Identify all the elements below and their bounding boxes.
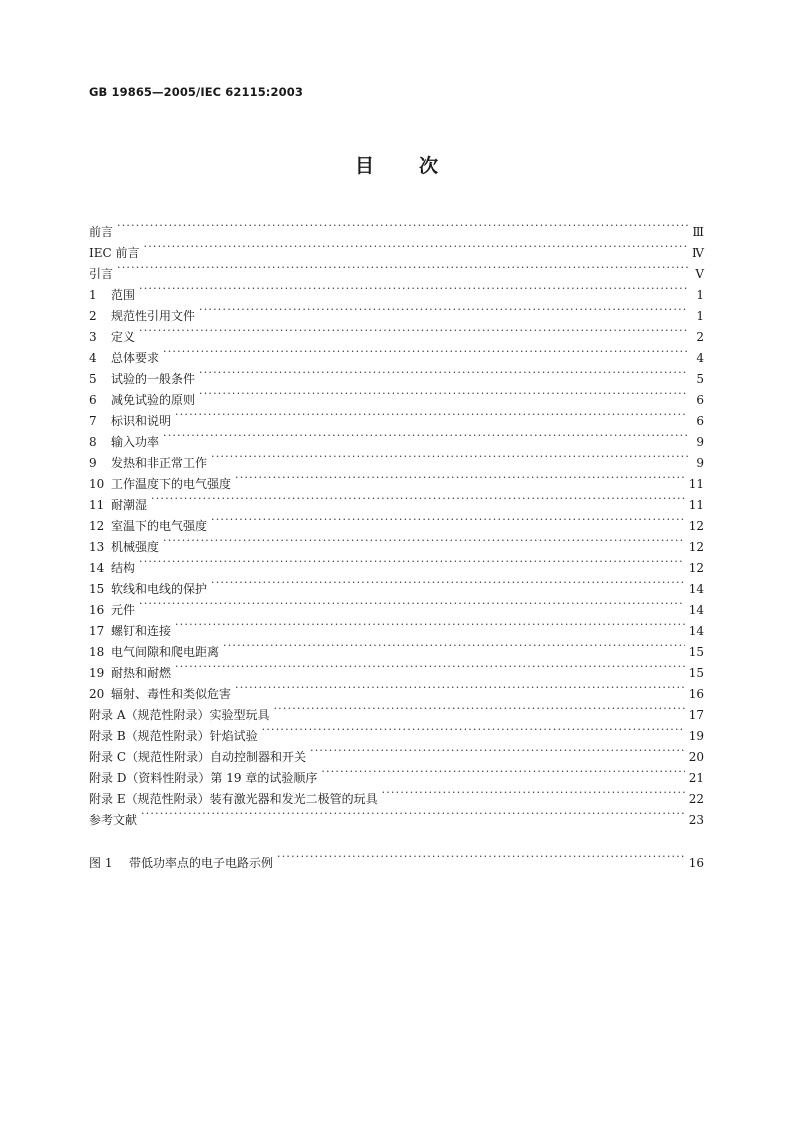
toc-entry-label: 附录 B（规范性附录）针焰试验 [89, 729, 258, 743]
toc-entry-page: 2 [696, 330, 704, 344]
toc-entry-page: 6 [696, 414, 704, 428]
toc-entry-number: 19 [89, 666, 105, 680]
title-char-2: 次 [419, 155, 440, 177]
toc-entry-page: 15 [688, 666, 704, 680]
toc-entry-label: 带低功率点的电子电路示例 [129, 856, 274, 870]
toc-entry-number: 12 [89, 519, 105, 533]
toc-entry[interactable] [89, 593, 704, 617]
dot-leader [235, 677, 685, 698]
dot-leader [175, 404, 688, 425]
toc-entry[interactable] [89, 299, 704, 323]
toc-entry-label: 电气间隙和爬电距离 [111, 645, 220, 659]
dot-leader [310, 740, 685, 761]
title-char-1: 目 [354, 155, 375, 177]
toc-entry-page: 17 [688, 708, 704, 722]
toc-entry-page: 5 [696, 372, 704, 386]
toc-entry[interactable] [89, 572, 704, 596]
dot-leader [117, 257, 688, 278]
dot-leader [211, 572, 685, 593]
toc-entry[interactable] [89, 551, 704, 575]
toc-entry-page: 15 [688, 645, 704, 659]
document-header: GB 19865—2005/IEC 62115:2003 [89, 85, 303, 99]
dot-leader [141, 803, 685, 824]
toc-entry[interactable] [89, 635, 704, 659]
toc-entry-number: 18 [89, 645, 105, 659]
dot-leader [163, 530, 685, 551]
toc-entry-number: 13 [89, 540, 105, 554]
toc-entry-number: 11 [89, 498, 105, 512]
dot-leader [262, 719, 685, 740]
toc-entry-page: 14 [688, 582, 704, 596]
toc-entry[interactable] [89, 257, 704, 281]
toc-entry[interactable] [89, 656, 704, 680]
toc-entry-label: 元件 [111, 603, 136, 617]
toc-entry-number: 7 [89, 414, 97, 428]
toc-entry-number: 5 [89, 372, 97, 386]
toc-entry-label: 标识和说明 [111, 414, 172, 428]
table-of-contents [89, 215, 704, 827]
toc-entry-number: 3 [89, 330, 97, 344]
toc-entry-page: 12 [688, 519, 704, 533]
dot-leader [199, 299, 688, 320]
toc-entry-number: 14 [89, 561, 105, 575]
toc-entry[interactable] [89, 614, 704, 638]
toc-entry-page: 12 [688, 561, 704, 575]
toc-entry-label: 耐潮湿 [111, 498, 148, 512]
dot-leader [273, 698, 684, 719]
toc-entry-label: 附录 A（规范性附录）实验型玩具 [89, 708, 270, 722]
toc-entry[interactable] [89, 320, 704, 344]
dot-leader [175, 614, 685, 635]
toc-entry-number: 17 [89, 624, 105, 638]
toc-entry-page: 14 [688, 603, 704, 617]
toc-entry-page: 19 [688, 729, 704, 743]
toc-entry-label: 参考文献 [89, 813, 138, 827]
toc-entry-number: 15 [89, 582, 105, 596]
toc-entry-label: 试验的一般条件 [111, 372, 196, 386]
toc-entry-label: 引言 [89, 267, 114, 281]
toc-entry[interactable] [89, 278, 704, 302]
toc-entry-page: 12 [688, 540, 704, 554]
toc-entry-label: 螺钉和连接 [111, 624, 172, 638]
toc-entry-label: 附录 C（规范性附录）自动控制器和开关 [89, 750, 306, 764]
toc-entry[interactable] [89, 530, 704, 554]
toc-entry-page: 1 [696, 288, 704, 302]
toc-entry-number: 4 [89, 351, 97, 365]
toc-entry-number: 图 1 [89, 856, 113, 870]
dot-leader [151, 488, 685, 509]
toc-entry-label: 总体要求 [111, 351, 160, 365]
toc-entry-label: 结构 [111, 561, 136, 575]
toc-entry-number: 8 [89, 435, 97, 449]
toc-entry-label: 范围 [111, 288, 136, 302]
toc-entry[interactable] [89, 488, 704, 512]
toc-entry-page: 23 [688, 813, 704, 827]
dot-leader [139, 551, 685, 572]
toc-entry-number: 1 [89, 288, 97, 302]
toc-entry[interactable] [89, 846, 704, 870]
toc-entry[interactable] [89, 341, 704, 365]
toc-entry-page: 22 [688, 792, 704, 806]
toc-entry-label: 机械强度 [111, 540, 160, 554]
toc-entry-number: 6 [89, 393, 97, 407]
toc-entry-label: 附录 E（规范性附录）装有激光器和发光二极管的玩具 [89, 792, 378, 806]
dot-leader [175, 656, 685, 677]
toc-entry-label: 规范性引用文件 [111, 309, 196, 323]
toc-entry-page: Ⅳ [692, 246, 704, 260]
dot-leader [382, 782, 685, 803]
figure-list [89, 846, 704, 870]
toc-entry-page: 4 [696, 351, 704, 365]
toc-entry-number: 16 [89, 603, 105, 617]
toc-entry[interactable] [89, 803, 704, 827]
toc-entry-label: 室温下的电气强度 [111, 519, 208, 533]
toc-entry-label: 辐射、毒性和类似危害 [111, 687, 232, 701]
toc-entry-page: 11 [688, 498, 704, 512]
toc-entry-page: 21 [688, 771, 704, 785]
toc-entry-page: 14 [688, 624, 704, 638]
toc-entry[interactable] [89, 446, 704, 470]
toc-entry[interactable] [89, 509, 704, 533]
toc-entry[interactable] [89, 677, 704, 701]
toc-entry-label: 前言 [89, 225, 114, 239]
dot-leader [139, 320, 688, 341]
dot-leader [199, 383, 688, 404]
dot-leader [235, 467, 685, 488]
toc-entry-page: Ⅴ [695, 267, 704, 281]
toc-entry-label: 工作温度下的电气强度 [111, 477, 232, 491]
toc-entry[interactable] [89, 425, 704, 449]
dot-leader [144, 236, 689, 257]
dot-leader [139, 278, 688, 299]
toc-entry-page: 6 [696, 393, 704, 407]
toc-entry-page: 1 [696, 309, 704, 323]
dot-leader [163, 425, 688, 446]
toc-entry-number: 20 [89, 687, 105, 701]
dot-leader [211, 509, 685, 530]
dot-leader [321, 761, 684, 782]
toc-entry-label: IEC 前言 [89, 246, 140, 260]
dot-leader [139, 593, 685, 614]
toc-entry[interactable] [89, 215, 704, 239]
toc-entry-label: 定义 [111, 330, 136, 344]
page-title [0, 151, 794, 178]
toc-entry-number: 10 [89, 477, 105, 491]
dot-leader [163, 341, 688, 362]
toc-entry-page: 9 [696, 435, 704, 449]
toc-entry-label: 附录 D（资料性附录）第 19 章的试验顺序 [89, 771, 318, 785]
toc-entry[interactable] [89, 404, 704, 428]
dot-leader [211, 446, 688, 467]
dot-leader [199, 362, 688, 383]
toc-entry-label: 减免试验的原则 [111, 393, 196, 407]
dot-leader [277, 846, 685, 867]
toc-entry-page: 16 [688, 687, 704, 701]
toc-entry-label: 发热和非正常工作 [111, 456, 208, 470]
toc-entry-label: 耐热和耐燃 [111, 666, 172, 680]
toc-entry-label: 输入功率 [111, 435, 160, 449]
toc-entry-page: 20 [688, 750, 704, 764]
toc-entry-page: 16 [688, 856, 704, 870]
toc-entry-page: Ⅲ [692, 225, 704, 239]
toc-entry[interactable] [89, 236, 704, 260]
toc-entry-number: 9 [89, 456, 97, 470]
dot-leader [117, 215, 688, 236]
dot-leader [223, 635, 685, 656]
toc-entry-number: 2 [89, 309, 97, 323]
toc-entry-label: 软线和电线的保护 [111, 582, 208, 596]
toc-entry-page: 9 [696, 456, 704, 470]
toc-entry-page: 11 [688, 477, 704, 491]
toc-entry[interactable] [89, 362, 704, 386]
